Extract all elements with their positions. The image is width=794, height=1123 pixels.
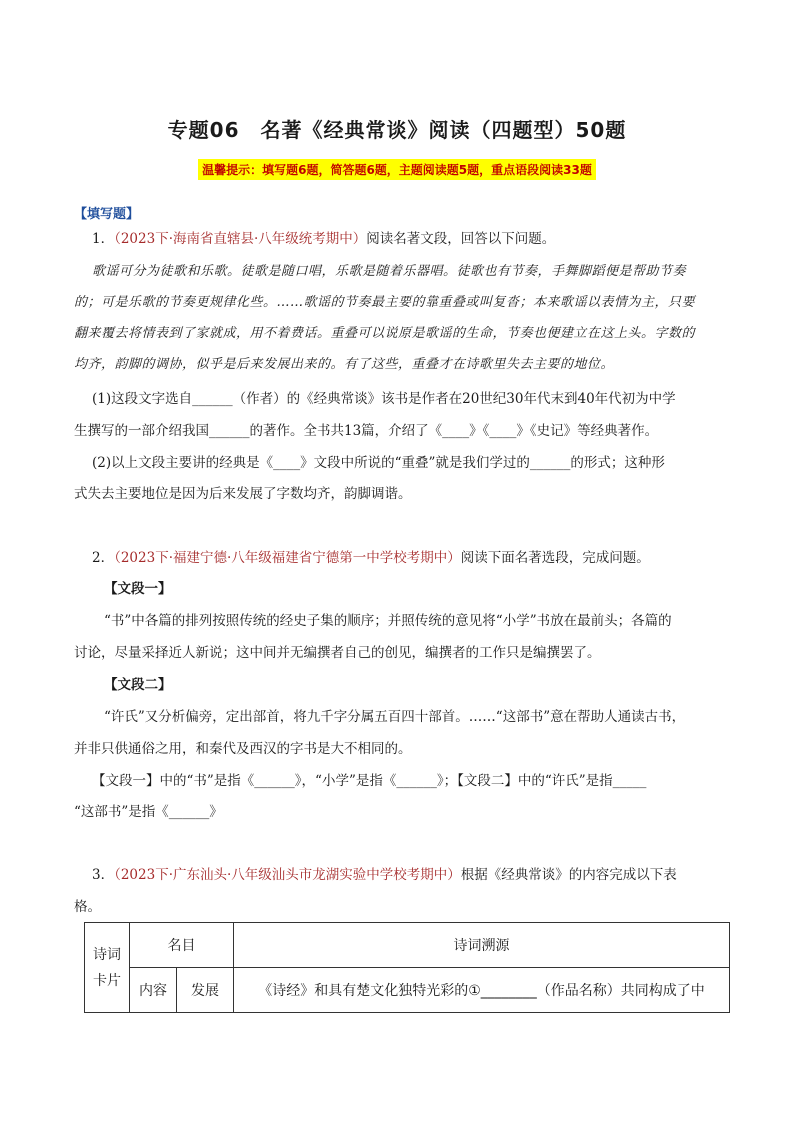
- q1-passage-line: 的；可是乐歌的节奏更规律化些。……歌谣的节奏最主要的靠重叠或叫复沓；本来歌谣以表情为主，只要: [74, 295, 696, 310]
- q1-sub2-line1: (2)以上文段主要讲的经典是《____》文段中所说的“重叠”就是我们学过的______的形式；这种形: [92, 455, 665, 471]
- q3-number: 3．: [92, 867, 115, 883]
- q2-seg1-line2: 讨论，尽量采择近人新说；这中间并无编撰者自己的创见，编撰者的工作只是编撰罢了。: [74, 645, 601, 661]
- q2-number: 2．: [92, 550, 115, 566]
- q2-prompt: 阅读下面名著选段，完成问题。: [460, 550, 650, 566]
- tip-banner: 温馨提示：填写题6题，简答题6题，主题阅读题5题，重点语段阅读33题: [198, 159, 596, 180]
- q1-header: [92, 229, 742, 249]
- q3-prompt: 根据《经典常谈》的内容完成以下表: [460, 867, 677, 883]
- q1-sub2-line2: 式失去主要地位是因为后来发展了字数均齐，韵脚调谐。: [74, 486, 412, 502]
- table-row: [85, 968, 730, 1013]
- q2-seg2-line1: “许氏”又分析偏旁，定出部首，将九千字分属五百四十部首。……“这部书”意在帮助人通读古书，: [104, 709, 686, 725]
- card-label-cell: 诗词卡片: [85, 923, 130, 1013]
- q2-seg2-line2: 并非只供通俗之用，和秦代及西汉的字书是大不相同的。: [74, 741, 412, 757]
- answer-cell: 《诗经》和具有楚文化独特光彩的①________（作品名称）共同构成了中: [234, 968, 730, 1013]
- page-title: 专题06 名著《经典常谈》阅读（四题型）50题: [167, 118, 627, 142]
- q2-header: [92, 548, 742, 568]
- header-item-cell: 名目: [130, 923, 234, 968]
- section-tag-fill-in: 【填写题】: [74, 207, 140, 222]
- content-cell: 内容: [130, 968, 177, 1013]
- q3-prompt-line2: 格。: [74, 899, 101, 915]
- q1-source: （2023下·海南省直辖县·八年级统考期中）: [114, 231, 367, 247]
- q2-seg2-label: 【文段二】: [104, 677, 172, 693]
- q2-source: （2023下·福建宁德·八年级福建省宁德第一中学校考期中）: [114, 550, 461, 566]
- q1-passage-line: 翻来覆去将情表到了家就成，用不着费话。重叠可以说原是歌谣的生命，节奏也便建立在这上头。字数的: [74, 326, 696, 341]
- poem-card-table: [84, 922, 730, 1013]
- q3-header: [92, 865, 742, 885]
- header-source-cell: 诗词溯源: [234, 923, 730, 968]
- development-cell: 发展: [177, 968, 234, 1013]
- table-row: [85, 923, 730, 968]
- q1-sub1-line2: 生撰写的一部介绍我国______的著作。全书共13篇，介绍了《____》《____》《史记》等经典著作。: [74, 423, 659, 439]
- tip-banner-wrap: [0, 159, 794, 180]
- q2-question-line1: 【文段一】中的“书”是指《______》，“小学”是指《______》；【文段二】中的“许氏”是指_____: [92, 773, 647, 789]
- q3-source: （2023下·广东汕头·八年级汕头市龙湖实验中学校考期中）: [114, 867, 461, 883]
- q1-prompt: 阅读名著文段，回答以下问题。: [366, 231, 556, 247]
- q1-sub1-line1: (1)这段文字选自______（作者）的《经典常谈》该书是作者在20世纪30年代末到40年代初为中学: [92, 391, 676, 407]
- q1-passage-line: 歌谣可分为徒歌和乐歌。徒歌是随口唱，乐歌是随着乐器唱。徒歌也有节奏，手舞脚蹈便是帮助节奏: [92, 264, 687, 279]
- q1-number: 1．: [92, 231, 115, 247]
- q2-question-line2: “这部书”是指《______》: [74, 804, 223, 820]
- q1-passage-line: 均齐，韵脚的调协，似乎是后来发展出来的。有了这些，重叠才在诗歌里失去主要的地位。: [74, 357, 615, 372]
- q2-seg1-line1: “书”中各篇的排列按照传统的经史子集的顺序；并照传统的意见将“小学”书放在最前头；各篇的: [104, 613, 672, 629]
- q2-seg1-label: 【文段一】: [104, 581, 172, 597]
